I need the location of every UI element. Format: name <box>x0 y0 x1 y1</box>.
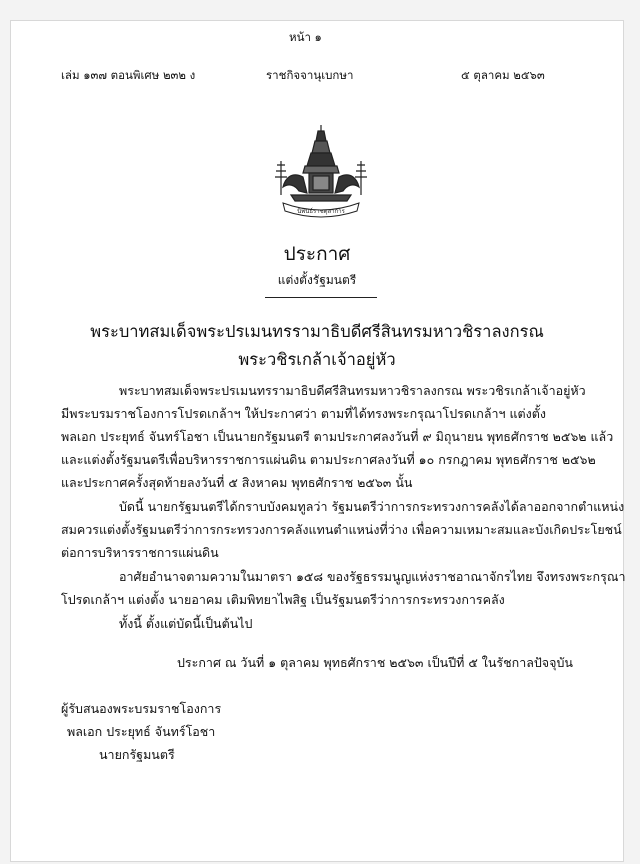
king-name-line1: พระบาทสมเด็จพระปรเมนทรรามาธิบดีศรีสินทรมหาวชิราลงกรณ <box>90 322 544 341</box>
p2-line3: ต่อการบริหารราชการแผ่นดิน <box>61 545 219 560</box>
gazette-name: ราชกิจจานุเบกษา <box>266 68 354 82</box>
countersign-name: พลเอก ประยุทธ์ จันทร์โอชา <box>67 724 216 739</box>
gazette-page <box>10 20 624 862</box>
p1-line2: มีพระบรมราชโองการโปรดเกล้าฯ ให้ประกาศว่า ตามที่ได้ทรงพระกรุณาโปรดเกล้าฯ แต่งตั้ง <box>61 406 547 421</box>
p1-line1: พระบาทสมเด็จพระปรเมนทรรามาธิบดีศรีสินทรมหาวชิราลงกรณ พระวชิรเกล้าเจ้าอยู่หัว <box>119 383 586 398</box>
king-name-line2: พระวชิรเกล้าเจ้าอยู่หัว <box>238 350 396 369</box>
announcement-title: ประกาศ <box>283 243 351 265</box>
p1-line4: และแต่งตั้งรัฐมนตรีเพื่อบริหารราชการแผ่นดิน ตามประกาศลงวันที่ ๑๐ กรกฎาคม พุทธศักราช ๒๕๖๒ <box>61 452 596 467</box>
p1-line5: และประกาศครั้งสุดท้ายลงวันที่ ๕ สิงหาคม พุทธศักราช ๒๕๖๓ นั้น <box>61 475 413 490</box>
royal-emblem-icon <box>261 121 381 221</box>
countersign-label: ผู้รับสนองพระบรมราชโองการ <box>61 701 222 716</box>
page-number: หน้า ๑ <box>289 30 322 44</box>
p3-line2: โปรดเกล้าฯ แต่งตั้ง นายอาคม เติมพิทยาไพสิฐ เป็นรัฐมนตรีว่าการกระทรวงการคลัง <box>61 592 505 607</box>
p3-line1: อาศัยอำนาจตามความในมาตรา ๑๕๘ ของรัฐธรรมนูญแห่งราชอาณาจักรไทย จึงทรงพระกรุณา <box>119 569 626 584</box>
volume-info: เล่ม ๑๓๗ ตอนพิเศษ ๒๓๒ ง <box>61 68 196 82</box>
p2-line2: สมควรแต่งตั้งรัฐมนตรีว่าการกระทรวงการคลังแทนตำแหน่งที่ว่าง เพื่อความเหมาะสมและบังเกิดประโยชน์ <box>61 522 622 537</box>
p2-line1: บัดนี้ นายกรัฐมนตรีได้กราบบังคมทูลว่า รัฐมนตรีว่าการกระทรวงการคลังได้ลาออกจากตำแหน่ง <box>119 499 625 514</box>
p1-line3: พลเอก ประยุทธ์ จันทร์โอชา เป็นนายกรัฐมนตรี ตามประกาศลงวันที่ ๙ มิถุนายน พุทธศักราช ๒๕๖๒ แล้ว <box>61 429 614 444</box>
countersign-position: นายกรัฐมนตรี <box>99 747 175 762</box>
svg-text:นิพนธ์ราชตุลาการ: นิพนธ์ราชตุลาการ <box>297 208 345 215</box>
gazette-date: ๕ ตุลาคม ๒๕๖๓ <box>461 68 545 82</box>
given-date: ประกาศ ณ วันที่ ๑ ตุลาคม พุทธศักราช ๒๕๖๓ เป็นปีที่ ๕ ในรัชกาลปัจจุบัน <box>177 655 573 670</box>
p4-line1: ทั้งนี้ ตั้งแต่บัดนี้เป็นต้นไป <box>119 616 253 631</box>
announcement-subtitle: แต่งตั้งรัฐมนตรี <box>277 273 357 287</box>
title-divider <box>265 297 377 298</box>
